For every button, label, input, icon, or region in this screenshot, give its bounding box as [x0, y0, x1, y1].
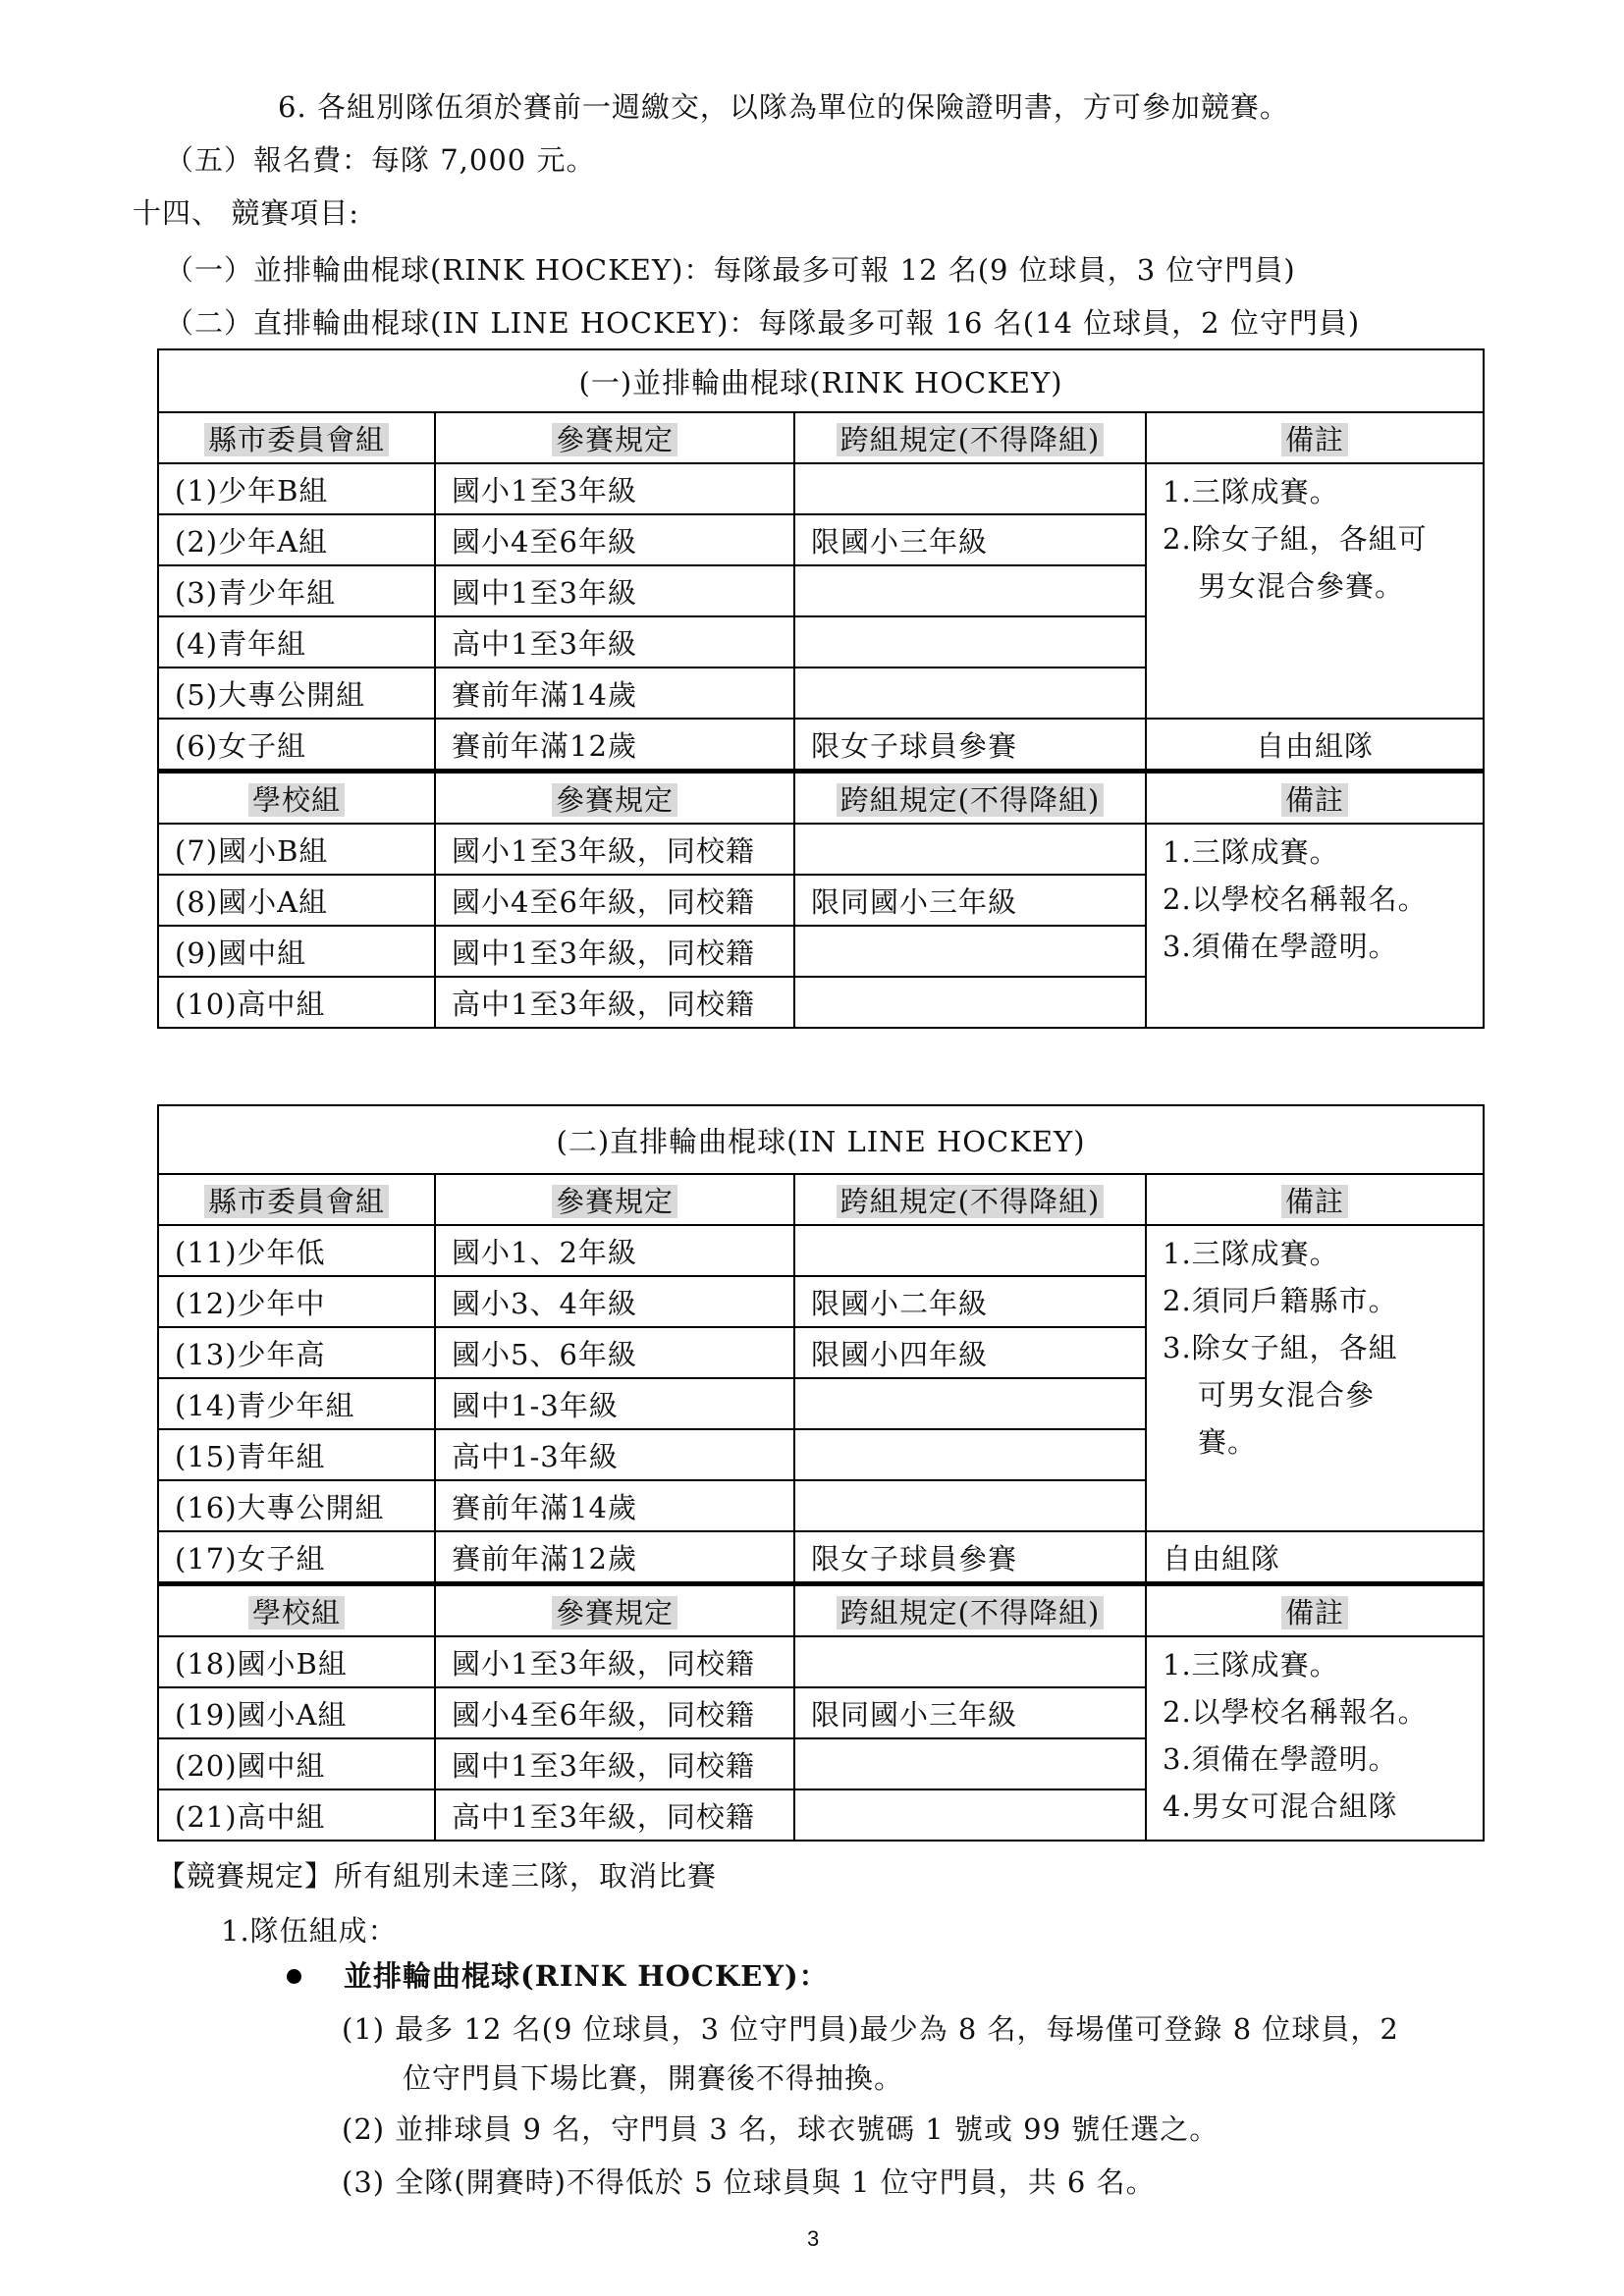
cross-group-cell	[794, 1225, 1146, 1276]
school-remarks-cell: 1.三隊成賽。 2.以學校名稱報名。 3.須備在學證明。	[1146, 824, 1484, 1028]
entry-rule-cell: 高中1至3年級，同校籍	[435, 1789, 794, 1841]
header-school-group: 學校組	[158, 772, 435, 825]
page-number: 3	[807, 2226, 820, 2251]
group-cell: (6)女子組	[158, 719, 435, 772]
entry-rule-cell: 國中1至3年級	[435, 565, 794, 616]
rules-heading: 【競賽規定】所有組別未達三隊，取消比賽	[157, 1859, 718, 1893]
entry-rule-cell: 國小4至6年級，同校籍	[435, 875, 794, 926]
remarks-cell: 1.三隊成賽。 2.須同戶籍縣市。 3.除女子組，各組 可男女混合參 賽。	[1146, 1225, 1484, 1531]
entry-rule-cell: 賽前年滿12歲	[435, 1531, 794, 1584]
header-cross-group-rule: 跨組規定(不得降組)	[794, 1174, 1146, 1225]
cross-group-cell	[794, 1429, 1146, 1480]
rule-sub-1-line-1: (1) 最多 12 名(9 位球員，3 位守門員)最少為 8 名，每場僅可登錄 8 位球員，2	[342, 2012, 1399, 2046]
entry-rule-cell: 國小1至3年級，同校籍	[435, 824, 794, 875]
entry-rule-cell: 國小4至6年級	[435, 514, 794, 565]
entry-rule-cell: 國小1、2年級	[435, 1225, 794, 1276]
header-remarks: 備註	[1146, 1584, 1484, 1637]
cross-group-cell: 限國小三年級	[794, 514, 1146, 565]
table-row	[158, 1636, 1484, 1687]
group-cell: (7)國小B組	[158, 824, 435, 875]
entry-rule-cell: 國小1至3年級，同校籍	[435, 1636, 794, 1687]
header-cross-group-rule: 跨組規定(不得降組)	[794, 412, 1146, 463]
group-cell: (17)女子組	[158, 1531, 435, 1584]
cross-group-cell: 限國小二年級	[794, 1276, 1146, 1327]
entry-rule-cell: 國中1-3年級	[435, 1378, 794, 1429]
entry-rule-cell: 國中1至3年級，同校籍	[435, 926, 794, 977]
bullet-dot-icon	[287, 1969, 301, 1984]
cross-group-cell	[794, 1636, 1146, 1687]
cross-group-cell	[794, 616, 1146, 667]
registration-fee: （五）報名費：每隊 7,000 元。	[165, 143, 596, 177]
header-entry-rule: 參賽規定	[435, 1584, 794, 1637]
table-row	[158, 719, 1484, 772]
remarks-cell: 1.三隊成賽。 2.除女子組，各組可 男女混合參賽。	[1146, 463, 1484, 719]
inline-hockey-table-title: (二)直排輪曲棍球(IN LINE HOCKEY)	[158, 1105, 1484, 1174]
school-remarks-cell: 1.三隊成賽。 2.以學校名稱報名。 3.須備在學證明。 4.男女可混合組隊	[1146, 1636, 1484, 1841]
entry-rule-cell: 國小4至6年級，同校籍	[435, 1687, 794, 1738]
section-14-heading: 十四、 競賽項目:	[133, 196, 359, 230]
rule-sub-3: (3) 全隊(開賽時)不得低於 5 位球員與 1 位守門員，共 6 名。	[342, 2165, 1156, 2199]
entry-rule-cell: 賽前年滿14歲	[435, 1480, 794, 1531]
entry-rule-cell: 高中1至3年級	[435, 616, 794, 667]
header-entry-rule: 參賽規定	[435, 772, 794, 825]
cross-group-cell	[794, 1738, 1146, 1789]
group-cell: (9)國中組	[158, 926, 435, 977]
rink-hockey-table-title: (一)並排輪曲棍球(RINK HOCKEY)	[158, 349, 1484, 412]
group-cell: (21)高中組	[158, 1789, 435, 1841]
cross-group-cell	[794, 977, 1146, 1028]
table-row	[158, 463, 1484, 514]
entry-rule-cell: 國小1至3年級	[435, 463, 794, 514]
table-row	[158, 1225, 1484, 1276]
table-row	[158, 1531, 1484, 1584]
group-cell: (19)國小A組	[158, 1687, 435, 1738]
header-entry-rule: 參賽規定	[435, 412, 794, 463]
rule-sub-2: (2) 並排球員 9 名，守門員 3 名，球衣號碼 1 號或 99 號任選之。	[342, 2112, 1219, 2146]
group-cell: (15)青年組	[158, 1429, 435, 1480]
cross-group-cell: 限同國小三年級	[794, 1687, 1146, 1738]
group-cell: (20)國中組	[158, 1738, 435, 1789]
rink-hockey-table	[157, 348, 1485, 1029]
header-remarks: 備註	[1146, 412, 1484, 463]
entry-rule-cell: 國小3、4年級	[435, 1276, 794, 1327]
entry-rule-cell: 國小5、6年級	[435, 1327, 794, 1378]
cross-group-cell	[794, 824, 1146, 875]
group-cell: (12)少年中	[158, 1276, 435, 1327]
inline-hockey-table	[157, 1104, 1485, 1842]
header-cross-group-rule: 跨組規定(不得降組)	[794, 772, 1146, 825]
cross-group-cell	[794, 926, 1146, 977]
group-cell: (1)少年B組	[158, 463, 435, 514]
cross-group-cell: 限女子球員參賽	[794, 719, 1146, 772]
women-remarks-cell: 自由組隊	[1146, 1531, 1484, 1584]
group-cell: (8)國小A組	[158, 875, 435, 926]
table-row	[158, 824, 1484, 875]
rule-sub-1-line-2: 位守門員下場比賽，開賽後不得抽換。	[403, 2061, 904, 2095]
event-1-description: （一）並排輪曲棍球(RINK HOCKEY)：每隊最多可報 12 名(9 位球員，3 位守門員)	[165, 253, 1296, 287]
cross-group-cell	[794, 1378, 1146, 1429]
group-cell: (11)少年低	[158, 1225, 435, 1276]
cross-group-cell	[794, 1480, 1146, 1531]
entry-rule-cell: 賽前年滿12歲	[435, 719, 794, 772]
entry-rule-cell: 高中1-3年級	[435, 1429, 794, 1480]
group-cell: (3)青少年組	[158, 565, 435, 616]
cross-group-cell	[794, 463, 1146, 514]
header-entry-rule: 參賽規定	[435, 1174, 794, 1225]
group-cell: (16)大專公開組	[158, 1480, 435, 1531]
entry-rule-cell: 賽前年滿14歲	[435, 667, 794, 719]
header-remarks: 備註	[1146, 1174, 1484, 1225]
group-cell: (10)高中組	[158, 977, 435, 1028]
header-remarks: 備註	[1146, 772, 1484, 825]
group-cell: (2)少年A組	[158, 514, 435, 565]
cross-group-cell	[794, 667, 1146, 719]
group-cell: (4)青年組	[158, 616, 435, 667]
event-2-description: （二）直排輪曲棍球(IN LINE HOCKEY)：每隊最多可報 16 名(14 位球員，2 位守門員)	[165, 306, 1361, 340]
entry-rule-cell: 國中1至3年級，同校籍	[435, 1738, 794, 1789]
cross-group-cell: 限女子球員參賽	[794, 1531, 1146, 1584]
entry-rule-cell: 高中1至3年級，同校籍	[435, 977, 794, 1028]
header-county-group: 縣市委員會組	[158, 412, 435, 463]
cross-group-cell	[794, 1789, 1146, 1841]
women-remarks-cell: 自由組隊	[1146, 719, 1484, 772]
intro-item-6: 6. 各組別隊伍須於賽前一週繳交，以隊為單位的保險證明書，方可參加競賽。	[278, 90, 1289, 124]
rink-hockey-bullet-title: 並排輪曲棍球(RINK HOCKEY)：	[344, 1959, 829, 1993]
cross-group-cell	[794, 565, 1146, 616]
group-cell: (18)國小B組	[158, 1636, 435, 1687]
header-cross-group-rule: 跨組規定(不得降組)	[794, 1584, 1146, 1637]
group-cell: (13)少年高	[158, 1327, 435, 1378]
header-school-group: 學校組	[158, 1584, 435, 1637]
rules-item-1: 1.隊伍組成：	[221, 1914, 398, 1948]
group-cell: (5)大專公開組	[158, 667, 435, 719]
group-cell: (14)青少年組	[158, 1378, 435, 1429]
cross-group-cell: 限同國小三年級	[794, 875, 1146, 926]
cross-group-cell: 限國小四年級	[794, 1327, 1146, 1378]
header-county-group: 縣市委員會組	[158, 1174, 435, 1225]
